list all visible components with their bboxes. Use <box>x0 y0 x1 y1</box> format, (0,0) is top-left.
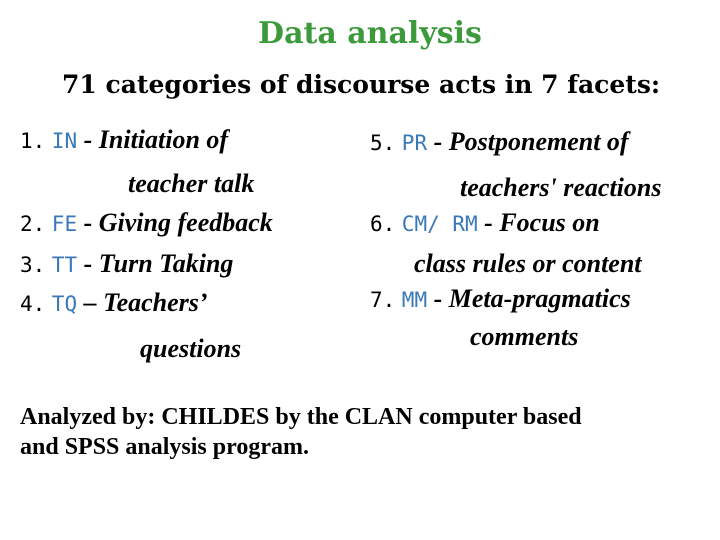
facet-text: Meta-pragmatics <box>448 284 631 313</box>
facet-number: 7. <box>370 288 396 312</box>
slide-title: Data analysis <box>258 16 482 51</box>
facet-text: Giving feedback <box>98 208 273 237</box>
facet-item-6-continuation: class rules or content <box>414 249 642 278</box>
facet-number: 5. <box>370 131 396 155</box>
analysis-note <box>20 402 710 462</box>
facet-number: 3. <box>20 253 46 277</box>
facet-separator: - <box>77 208 99 237</box>
facet-item-7 <box>370 284 631 315</box>
facet-text: Focus on <box>499 208 600 237</box>
facet-abbreviation: TT <box>51 253 78 277</box>
facet-abbreviation: TQ <box>51 292 78 316</box>
facet-number: 1. <box>20 129 46 153</box>
facet-abbreviation: IN <box>51 129 78 153</box>
analysis-note-line-2: and SPSS analysis program. <box>20 434 309 460</box>
slide-subtitle: 71 categories of discourse acts in 7 facets: <box>62 70 661 99</box>
facet-text: Turn Taking <box>98 249 234 278</box>
facet-abbreviation: CM/ RM <box>401 212 478 236</box>
facet-item-1 <box>20 125 228 156</box>
facet-abbreviation: FE <box>51 212 78 236</box>
facet-separator: - <box>427 127 449 156</box>
facet-separator: - <box>427 284 449 313</box>
analysis-note-line-1: Analyzed by: CHILDES by the CLAN computer based <box>20 404 582 430</box>
facet-item-4-continuation: questions <box>140 334 242 363</box>
facet-item-6 <box>370 208 600 239</box>
facet-number: 4. <box>20 292 46 316</box>
facet-abbreviation: MM <box>401 288 428 312</box>
facet-item-3 <box>20 249 233 280</box>
facet-separator: - <box>477 208 500 237</box>
facet-text: Initiation of <box>98 125 229 154</box>
facet-separator: - <box>77 125 99 154</box>
facet-number: 6. <box>370 212 396 236</box>
facet-text: Teachers’ <box>103 288 208 317</box>
facet-text: Postponement of <box>448 127 629 156</box>
facet-item-7-continuation: comments <box>470 322 579 351</box>
facet-separator: – <box>77 288 104 317</box>
facet-item-5-continuation: teachers' reactions <box>460 173 662 202</box>
facet-item-2 <box>20 208 273 239</box>
facet-item-1-continuation: teacher talk <box>128 169 255 198</box>
facet-number: 2. <box>20 212 46 236</box>
facet-abbreviation: PR <box>401 131 428 155</box>
facet-separator: - <box>77 249 99 278</box>
facet-item-5 <box>370 127 629 158</box>
facet-item-4 <box>20 288 208 319</box>
